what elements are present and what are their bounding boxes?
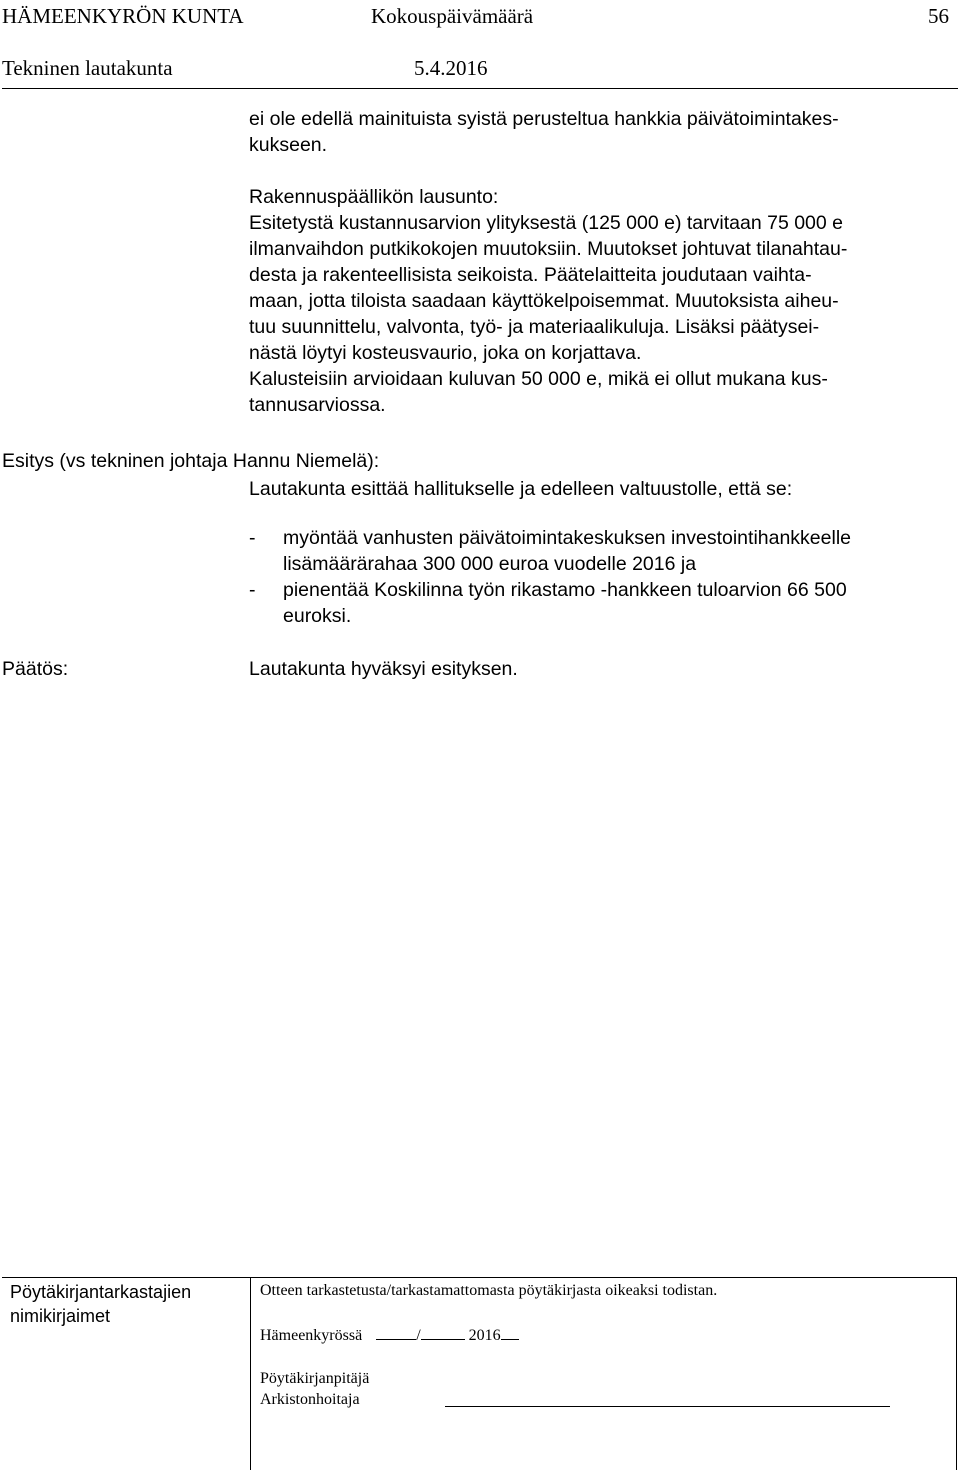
statement-line: tuu suunnittelu, valvonta, työ- ja materiaalikuluja. Lisäksi päätysei- (249, 316, 820, 338)
footer-label-line: nimikirjaimet (10, 1306, 111, 1326)
statement-paragraph (249, 184, 949, 418)
footer-month-blank (421, 1325, 465, 1340)
footer-right-border (956, 1278, 957, 1470)
header-body: Tekninen lautakunta (2, 56, 173, 80)
list-dash: - (249, 579, 256, 601)
decision-text: Lautakunta hyväksyi esityksen. (249, 658, 518, 680)
intro-line: ei ole edellä mainituista syistä perusteltua hankkia päivätoimintakes- (249, 108, 839, 130)
footer-certify: Otteen tarkastetusta/tarkastamattomasta pöytäkirjasta oikeaksi todistan. (260, 1282, 718, 1299)
statement-line: ilmanvaihdon putkikokojen muutoksiin. Muutokset johtuvat tilanahtau- (249, 238, 848, 260)
header-org: HÄMEENKYRÖN KUNTA (2, 4, 244, 28)
statement-line: Kalusteisiin arvioidaan kuluvan 50 000 e, mikä ei ollut mukana kus- (249, 368, 828, 390)
header-date: 5.4.2016 (414, 56, 488, 80)
footer-place-date (260, 1325, 519, 1346)
proposal-item (249, 577, 949, 629)
statement-line: nästä löytyi kosteusvaurio, joka on korjattava. (249, 342, 642, 364)
footer-signer-title: Pöytäkirjanpitäjä (260, 1370, 370, 1387)
header-page-number: 56 (928, 4, 949, 28)
decision-label: Päätös: (2, 658, 69, 680)
list-dash: - (249, 527, 256, 549)
header-rule (2, 88, 958, 89)
footer-signer-title: Arkistonhoitaja (260, 1391, 360, 1408)
proposal-item-line: lisämäärärahaa 300 000 euroa vuodelle 2016 ja (283, 553, 697, 575)
proposal-heading: Esitys (vs tekninen johtaja Hannu Niemelä): (2, 450, 380, 472)
footer-label (10, 1280, 191, 1328)
statement-line: tannusarviossa. (249, 394, 386, 416)
footer-place: Hämeenkyrössä (260, 1327, 363, 1344)
footer-slash: / (416, 1327, 421, 1344)
proposal-item-line: pienentää Koskilinna työn rikastamo -hankkeen tuloarvion 66 500 (283, 579, 847, 601)
proposal-item-line: euroksi. (283, 605, 352, 627)
header-date-label: Kokouspäivämäärä (371, 4, 534, 28)
footer-year-blank (501, 1325, 519, 1340)
statement-line: desta ja rakenteellisista seikoista. Päätelaitteita joudutaan vaihta- (249, 264, 812, 286)
proposal-item (249, 525, 949, 577)
statement-line: maan, jotta tiloista saadaan käyttökelpoisemmat. Muutoksista aiheu- (249, 290, 839, 312)
proposal-intro: Lautakunta esittää hallitukselle ja edelleen valtuustolle, että se: (249, 478, 793, 500)
statement-title: Rakennuspäällikön lausunto: (249, 186, 499, 208)
footer-divider (250, 1278, 251, 1470)
statement-line: Esitetystä kustannusarvion ylityksestä (125 000 e) tarvitaan 75 000 e (249, 212, 843, 234)
intro-line: kukseen. (249, 134, 328, 156)
signature-line (445, 1406, 890, 1407)
proposal-item-line: myöntää vanhusten päivätoimintakeskuksen investointihankkeelle (283, 527, 852, 549)
footer-year: 2016 (468, 1327, 501, 1344)
footer-day-blank (376, 1325, 416, 1340)
footer-box (2, 1277, 957, 1470)
footer-label-line: Pöytäkirjantarkastajien (10, 1282, 192, 1302)
intro-paragraph (249, 106, 949, 158)
